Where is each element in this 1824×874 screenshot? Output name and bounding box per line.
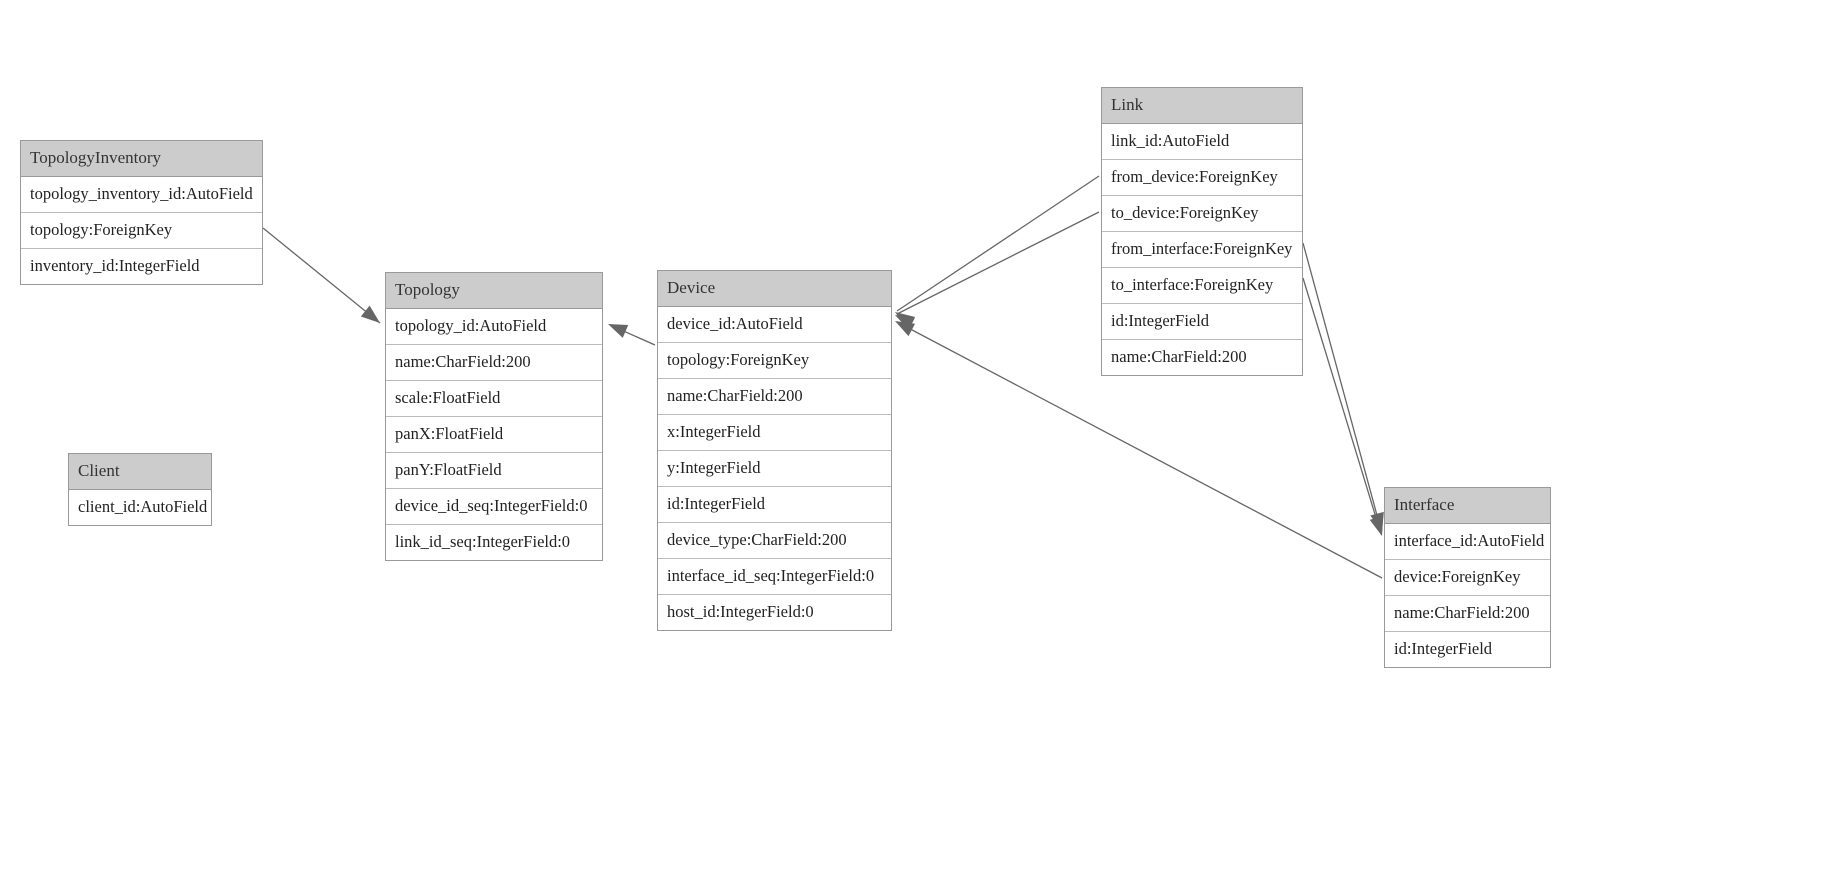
entity-field: topology_inventory_id:AutoField [21, 177, 262, 213]
entity-field: from_interface:ForeignKey [1102, 232, 1302, 268]
entity-device[interactable] [657, 270, 892, 631]
entity-title: Link [1102, 88, 1302, 124]
entity-field: interface_id:AutoField [1385, 524, 1550, 560]
entity-title: Client [69, 454, 211, 490]
arrowhead-link-to-interface-to-interface [1370, 516, 1383, 536]
entity-field: x:IntegerField [658, 415, 891, 451]
entity-field: device_id:AutoField [658, 307, 891, 343]
edge-link-to-interface-to-interface [1303, 278, 1381, 534]
entity-field: link_id_seq:IntegerField:0 [395, 532, 571, 551]
entity-title: TopologyInventory [21, 141, 262, 177]
edge-link-to-device-to-device [897, 212, 1099, 314]
entity-field: client_id:AutoField [78, 497, 208, 516]
arrowhead-topology-to-device [608, 324, 628, 338]
entity-title: Device [658, 271, 891, 307]
entity-title: Topology [386, 273, 602, 309]
entity-field: y:IntegerField [658, 451, 891, 487]
entity-client[interactable] [68, 453, 212, 526]
entity-field: id:IntegerField [658, 487, 891, 523]
entity-field: interface_id_seq:IntegerField:0 [658, 559, 891, 595]
entity-field: name:CharField:200 [658, 379, 891, 415]
edge-topologyinventory-to-topology [263, 228, 380, 323]
entity-field: name:CharField:200 [386, 345, 602, 381]
entity-field: name:CharField:200 [1385, 596, 1550, 632]
entity-field: host_id:IntegerField:0 [667, 602, 814, 621]
arrowhead-link-from-device-to-device [895, 312, 915, 328]
entity-field: link_id:AutoField [1102, 124, 1302, 160]
entity-field: device_type:CharField:200 [658, 523, 891, 559]
entity-field: panX:FloatField [386, 417, 602, 453]
arrowhead-link-to-device-to-device [895, 315, 915, 330]
entity-field: inventory_id:IntegerField [30, 256, 200, 275]
edge-link-from-device-to-device [897, 176, 1099, 311]
entity-field: from_device:ForeignKey [1102, 160, 1302, 196]
entity-field: device:ForeignKey [1385, 560, 1550, 596]
entity-field: to_interface:ForeignKey [1102, 268, 1302, 304]
entity-field: topology_id:AutoField [386, 309, 602, 345]
arrowhead-topologyinventory-to-topology [361, 306, 380, 323]
entity-field: id:IntegerField [1102, 304, 1302, 340]
entity-field: name:CharField:200 [1111, 347, 1247, 366]
entity-field: id:IntegerField [1394, 639, 1493, 658]
entity-title: Interface [1385, 488, 1550, 524]
entity-field: topology:ForeignKey [658, 343, 891, 379]
arrowhead-interface-device-to-device [895, 321, 915, 336]
edge-link-from-interface-to-interface [1303, 243, 1381, 530]
entity-field: to_device:ForeignKey [1102, 196, 1302, 232]
arrowhead-link-from-interface-to-interface [1370, 512, 1384, 532]
entity-topology[interactable] [385, 272, 603, 561]
entity-link[interactable] [1101, 87, 1303, 376]
entity-interface[interactable] [1384, 487, 1551, 668]
edge-topology-to-device [610, 325, 655, 345]
entity-field: scale:FloatField [386, 381, 602, 417]
entity-field: panY:FloatField [386, 453, 602, 489]
entity-field: topology:ForeignKey [21, 213, 262, 249]
entity-topology_inventory[interactable] [20, 140, 263, 285]
entity-field: device_id_seq:IntegerField:0 [386, 489, 602, 525]
